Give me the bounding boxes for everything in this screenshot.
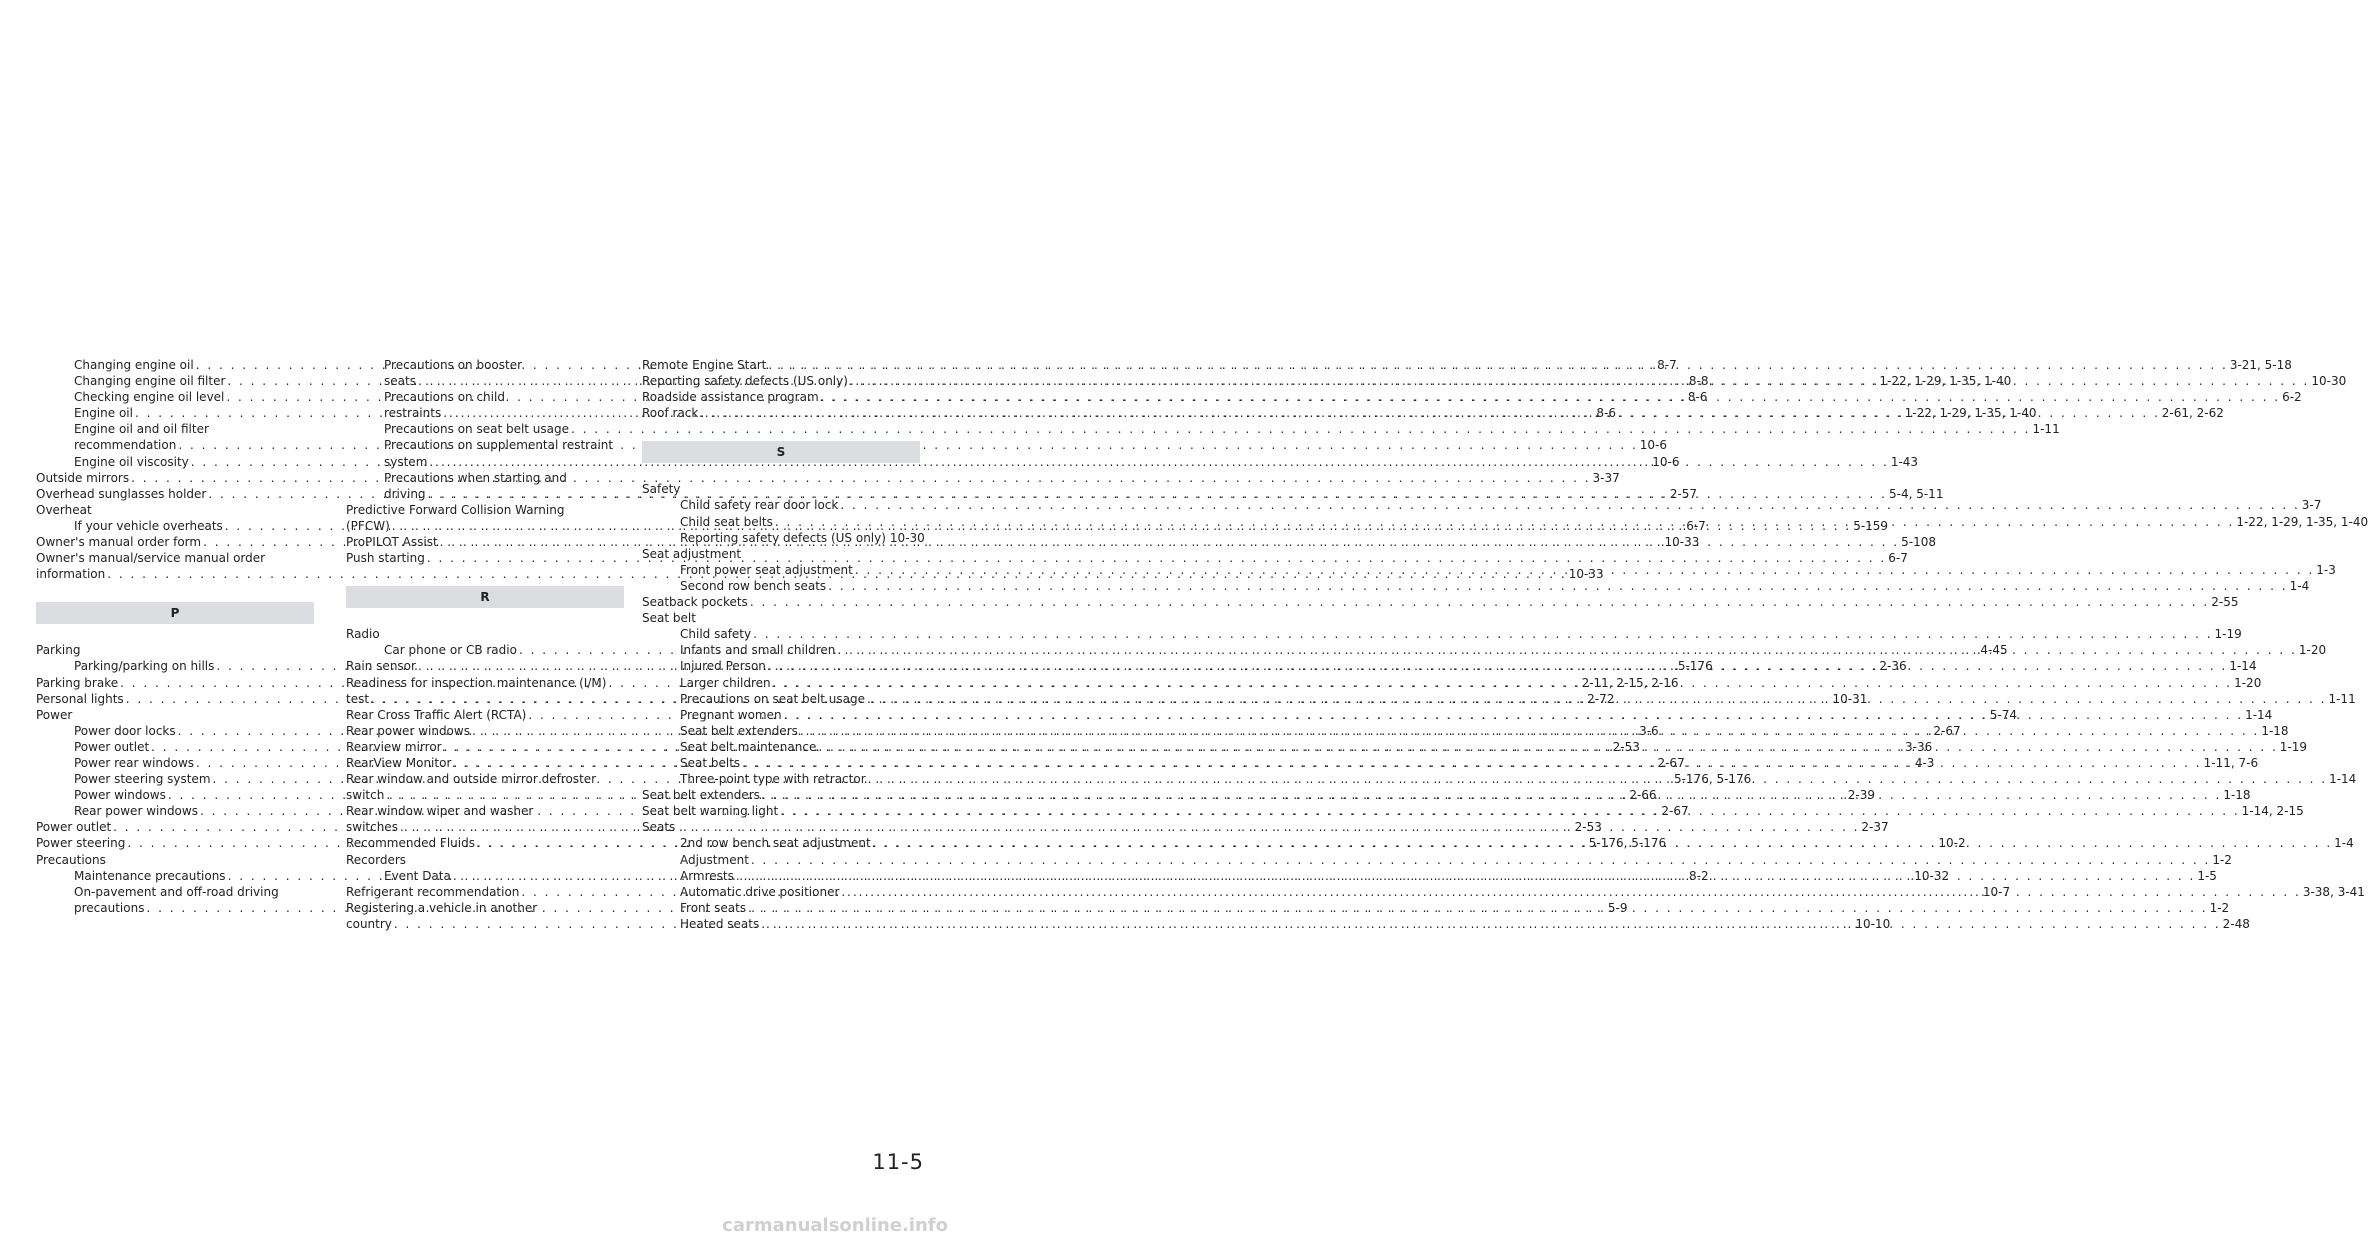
entry-page-ref: 2-72 xyxy=(1587,691,1615,706)
entry-term: system xyxy=(384,454,428,469)
entry-term: Power outlet xyxy=(74,739,150,754)
entry-term: Car phone or CB radio xyxy=(384,643,517,658)
entry-page-ref: 5-4, 5-11 xyxy=(1888,486,1944,501)
entry-term: On-pavement and off-road driving xyxy=(74,884,279,899)
entry-term: Push starting xyxy=(346,551,425,566)
dot-leader xyxy=(873,835,2332,851)
dot-leader xyxy=(821,389,2280,405)
entry-term: Parking xyxy=(36,643,81,658)
index-subentry xyxy=(642,626,2242,642)
dot-leader xyxy=(400,819,1859,835)
dot-leader xyxy=(736,868,2195,884)
index-subentry xyxy=(36,421,314,437)
entry-term: Readiness for inspection maintenance (I/M) xyxy=(346,675,607,690)
entry-term: Larger children xyxy=(680,675,771,690)
entry-page-ref: 2-36 xyxy=(1879,659,1907,674)
entry-term: Maintenance precautions xyxy=(74,868,226,883)
entry-term: Seatback pockets xyxy=(642,595,748,610)
index-subentry xyxy=(36,884,314,900)
entry-term: Power rear windows xyxy=(74,755,195,770)
entry-term: 2nd row bench seat adjustment xyxy=(680,836,871,851)
index-entry xyxy=(36,550,314,566)
entry-term: Front power seat adjustment xyxy=(680,562,853,577)
entry-page-ref: 3-21, 5-18 xyxy=(2229,358,2292,372)
entry-term: Seat belt extenders xyxy=(642,788,760,803)
entry-term: Pregnant women xyxy=(680,707,782,722)
entry-term: precautions xyxy=(74,900,145,915)
dot-leader xyxy=(761,916,2220,932)
index-subentry xyxy=(642,578,2310,594)
entry-term: Changing engine oil filter xyxy=(74,374,226,389)
dot-leader xyxy=(837,642,2296,658)
entry-page-ref: 2-67 xyxy=(1657,755,1685,770)
index-entry xyxy=(36,852,314,868)
entry-term: Rear power windows xyxy=(346,723,470,738)
entry-term: Rear Cross Traffic Alert (RCTA) xyxy=(346,707,527,722)
entry-page-ref: 10-33 xyxy=(1568,567,1604,582)
entry-page-ref: 1-19 xyxy=(2214,627,2242,642)
entry-term: Recorders xyxy=(346,852,407,867)
entry-page-ref: 10-31 xyxy=(1832,691,1868,706)
entry-page-ref: 1-11 xyxy=(2032,422,2060,437)
entry-page-ref: 1-2 xyxy=(2209,900,2230,915)
page-number: 11-5 xyxy=(872,1150,924,1174)
entry-term: Owner's manual/service manual order xyxy=(36,551,266,566)
dot-leader xyxy=(780,803,2239,819)
entry-page-ref: 1-43 xyxy=(1890,454,1919,469)
entry-term: Precautions on seat belt usage xyxy=(384,422,570,437)
dot-leader xyxy=(850,373,2309,389)
index-entry xyxy=(346,626,624,642)
entry-page-ref: 2-66 xyxy=(1629,788,1657,803)
entry-term: Heated seats xyxy=(680,916,760,931)
entry-term: Front seats xyxy=(680,900,747,915)
entry-page-ref: 1-22, 1-29, 1-35, 1-40 xyxy=(2236,514,2368,529)
dot-leader xyxy=(868,771,2327,787)
index-subentry xyxy=(346,470,624,486)
dot-leader xyxy=(800,723,2259,739)
entry-page-ref: 3-38, 3-41 xyxy=(2302,884,2365,899)
index-entry xyxy=(346,771,624,787)
index-subentry xyxy=(346,437,624,453)
entry-page-ref: 2-37 xyxy=(1861,820,1889,835)
entry-term: Power windows xyxy=(74,788,166,803)
section-header-r: R xyxy=(346,586,624,608)
dot-leader xyxy=(742,755,2201,771)
entry-page-ref: 5-9 xyxy=(1607,900,1628,915)
entry-term: Predictive Forward Collision Warning xyxy=(346,502,565,517)
entry-term: Seats xyxy=(642,820,676,835)
entry-page-ref: 10-32 xyxy=(1914,868,1950,883)
dot-leader xyxy=(751,852,2210,868)
entry-term: Seat belt xyxy=(642,611,696,626)
entry-page-ref: 3-37 xyxy=(1592,470,1620,485)
dot-leader xyxy=(784,707,2243,723)
entry-page-ref: 2-11, 2-15, 2-16 xyxy=(1581,675,1679,690)
entry-term: seats xyxy=(384,374,416,389)
entry-term: Precautions on booster xyxy=(384,358,523,372)
index-entry xyxy=(346,803,624,819)
dot-leader xyxy=(768,357,2227,373)
entry-page-ref: 6-2 xyxy=(2282,390,2302,405)
entry-page-ref: 8-6 xyxy=(1596,406,1616,421)
index-entry xyxy=(346,675,624,691)
dot-leader xyxy=(750,594,2209,610)
entry-page-ref: 4-3 xyxy=(1914,755,1935,770)
index-entry xyxy=(36,502,314,518)
entry-term: Precautions on child xyxy=(384,390,505,405)
entry-page-ref: 10-6 xyxy=(1652,454,1680,469)
dot-leader xyxy=(841,884,2300,900)
entry-term: Precautions on seat belt usage xyxy=(680,691,866,706)
entry-term: switch xyxy=(346,788,385,803)
entry-term: Rearview mirror xyxy=(346,739,442,754)
entry-term: Engine oil xyxy=(74,406,133,421)
entry-page-ref: 10-33 xyxy=(1664,535,1700,550)
entry-page-ref: 1-19 xyxy=(2279,739,2308,754)
entry-page-ref: 8-2 xyxy=(1689,868,1709,883)
index-entry xyxy=(642,481,920,497)
entry-term: Rear window wiper and washer xyxy=(346,804,534,819)
entry-page-ref: 5-176, 5-176 xyxy=(1673,772,1752,787)
entry-page-ref: 10-30 xyxy=(2311,374,2347,389)
entry-term: Rear power windows xyxy=(74,804,198,819)
entry-term: If your vehicle overheats xyxy=(74,518,223,533)
entry-term: Adjustment xyxy=(680,852,749,867)
entry-page-ref: 3-36 xyxy=(1905,739,1933,754)
index-entry xyxy=(346,900,624,916)
entry-term: Changing engine oil xyxy=(74,358,194,372)
entry-page-ref: 10-10 xyxy=(1855,916,1891,931)
entry-term: (PFCW) xyxy=(346,518,390,533)
index-entry xyxy=(642,546,920,562)
entry-term: Precautions xyxy=(36,852,106,867)
entry-page-ref: 10-30 xyxy=(889,530,925,545)
dot-leader xyxy=(828,578,2287,594)
entry-term: Recommended Fluids xyxy=(346,836,475,851)
entry-page-ref: 2-55 xyxy=(2211,595,2239,610)
index-entry xyxy=(36,642,314,658)
entry-term: Second row bench seats xyxy=(680,578,827,593)
entry-page-ref: 1-5 xyxy=(2197,868,2217,883)
entry-page-ref: 1-14 xyxy=(2229,659,2257,674)
entry-page-ref: 1-4 xyxy=(2334,836,2354,851)
dot-leader xyxy=(818,739,2277,755)
entry-term: Roadside assistance program xyxy=(642,390,819,405)
entry-term: Precautions on supplemental restraint xyxy=(384,438,614,453)
entry-page-ref: 1-2 xyxy=(2212,852,2232,867)
dot-leader xyxy=(773,675,2232,691)
index-subentry xyxy=(346,389,624,405)
entry-term: Power steering xyxy=(36,836,126,851)
entry-term: Outside mirrors xyxy=(36,470,130,485)
entry-page-ref: 6-7 xyxy=(1686,518,1706,533)
entry-term: switches xyxy=(346,820,398,835)
entry-term: Overhead sunglasses holder xyxy=(36,486,207,501)
entry-term: Checking engine oil level xyxy=(74,390,225,405)
entry-term: Refrigerant recommendation xyxy=(346,884,520,899)
index-subentry xyxy=(642,497,2322,513)
entry-page-ref: 2-61, 2-62 xyxy=(2161,406,2224,421)
index-subentry xyxy=(346,357,624,373)
entry-page-ref: 10-2 xyxy=(1938,836,1966,851)
entry-term: Three-point type with retractor xyxy=(680,772,866,787)
entry-page-ref: 1-3 xyxy=(2316,562,2336,577)
entry-term: Armrests xyxy=(680,868,734,883)
entry-term: driving xyxy=(384,486,426,501)
entry-page-ref: 3-6 xyxy=(1639,723,1659,738)
entry-term: RearView Monitor xyxy=(346,755,452,770)
index-subentry xyxy=(642,852,2232,868)
entry-term: Automatic drive positioner xyxy=(680,884,840,899)
entry-page-ref: 1-20 xyxy=(2298,643,2327,658)
entry-term: Safety xyxy=(642,482,681,497)
entry-term: Seat belt warning light xyxy=(642,804,779,819)
index-entry xyxy=(642,819,920,835)
dot-leader xyxy=(768,658,2227,674)
entry-page-ref: 8-7 xyxy=(1657,358,1677,372)
entry-page-ref: 8-8 xyxy=(1688,374,1709,389)
entry-term: Injured Person xyxy=(680,659,766,674)
entry-page-ref: 5-108 xyxy=(1901,535,1936,550)
entry-page-ref: 1-4 xyxy=(2289,578,2310,593)
entry-term: Event Data xyxy=(384,868,451,883)
entry-term: Seat belts xyxy=(680,755,741,770)
entry-term: recommendation xyxy=(74,438,177,453)
entry-term: Engine oil and oil filter xyxy=(74,422,209,437)
entry-term: Power outlet xyxy=(36,820,112,835)
index-subentry xyxy=(346,421,2060,437)
entry-term: Overheat xyxy=(36,502,92,517)
entry-page-ref: 3-7 xyxy=(2301,498,2322,513)
entry-term: Remote Engine Start xyxy=(642,358,767,372)
entry-term: Child seat belts xyxy=(680,514,773,529)
watermark: carmanualsonline.info xyxy=(722,1215,948,1236)
entry-page-ref: 6-7 xyxy=(1888,551,1908,566)
dot-leader xyxy=(867,691,2326,707)
entry-page-ref: 5-159 xyxy=(1853,518,1889,533)
dot-leader xyxy=(762,787,2221,803)
entry-page-ref: 4-45 xyxy=(1980,643,2008,658)
index-entry xyxy=(642,610,920,626)
entry-term: Seat adjustment xyxy=(642,546,742,561)
entry-term: Child safety rear door lock xyxy=(680,498,839,513)
entry-term: country xyxy=(346,916,392,931)
entry-term: Roof rack xyxy=(642,406,699,421)
entry-term: information xyxy=(36,567,106,582)
entry-page-ref: 1-22, 1-29, 1-35, 1-40 xyxy=(1879,374,2012,389)
entry-page-ref: 2-57 xyxy=(1669,486,1698,501)
index-subentry xyxy=(642,530,925,546)
index-entry xyxy=(346,502,624,518)
entry-term: Seat belt maintenance xyxy=(680,739,817,754)
dot-leader xyxy=(855,562,2314,578)
entry-page-ref: 2-53 xyxy=(1612,739,1640,754)
entry-term: ProPILOT Assist xyxy=(346,535,438,550)
entry-term: Infants and small children xyxy=(680,643,836,658)
entry-page-ref: 1-22, 1-29, 1-35, 1-40 xyxy=(1904,406,2037,421)
entry-term: Power door locks xyxy=(74,723,176,738)
dot-leader xyxy=(753,626,2212,642)
entry-page-ref: 1-11 xyxy=(2328,691,2356,706)
entry-term: Parking/parking on hills xyxy=(74,659,215,674)
entry-term: Reporting safety defects (US only) xyxy=(680,530,886,545)
entry-page-ref: 1-18 xyxy=(2223,788,2251,803)
entry-page-ref: 1-11, 7-6 xyxy=(2203,755,2259,770)
section-header-p: P xyxy=(36,602,314,624)
entry-page-ref: 1-14, 2-15 xyxy=(2241,804,2304,819)
entry-term: Engine oil viscosity xyxy=(74,454,189,469)
entry-page-ref: 10-7 xyxy=(1982,884,2011,899)
entry-page-ref: 2-53 xyxy=(1574,820,1602,835)
entry-page-ref: 1-14 xyxy=(2245,707,2273,722)
entry-page-ref: 5-74 xyxy=(1989,707,2017,722)
entry-term: Reporting safety defects (US only) xyxy=(642,374,848,389)
entry-term: Power steering system xyxy=(74,772,211,787)
entry-term: Rear window and outside mirror defroster xyxy=(346,772,597,787)
entry-page-ref: 2-67 xyxy=(1933,723,1961,738)
entry-term: Rain sensor xyxy=(346,659,416,674)
entry-page-ref: 2-39 xyxy=(1847,788,1875,803)
dot-leader xyxy=(748,900,2207,916)
section-header-s: S xyxy=(642,441,920,463)
entry-term: Radio xyxy=(346,627,380,642)
entry-term: Child safety xyxy=(680,627,752,642)
entry-page-ref: 5-176 xyxy=(1677,659,1713,674)
entry-page-ref: 2-48 xyxy=(2222,916,2250,931)
entry-term: Power xyxy=(36,707,73,722)
dot-leader xyxy=(840,497,2299,513)
entry-term: Seat belt extenders xyxy=(680,723,798,738)
entry-page-ref: 1-14 xyxy=(2329,772,2357,787)
entry-page-ref: 10-6 xyxy=(1639,438,1667,453)
entry-page-ref: 5-176, 5-176 xyxy=(1588,836,1667,851)
index-entry xyxy=(36,707,314,723)
entry-term: Precautions when starting and xyxy=(384,470,567,485)
dot-leader xyxy=(775,514,2234,530)
entry-page-ref: 2-67 xyxy=(1661,804,1689,819)
index-entry xyxy=(346,852,624,868)
entry-term: Owner's manual order form xyxy=(36,535,202,550)
dot-leader xyxy=(700,405,2159,421)
entry-term: Parking brake xyxy=(36,675,119,690)
index-entry xyxy=(642,594,2239,610)
entry-term: test xyxy=(346,691,370,706)
entry-term: Registering a vehicle in another xyxy=(346,900,538,915)
entry-term: restraints xyxy=(384,406,442,421)
entry-page-ref: 1-18 xyxy=(2261,723,2289,738)
entry-term: Personal lights xyxy=(36,691,124,706)
entry-page-ref: 1-20 xyxy=(2234,675,2262,690)
entry-page-ref: 8-6 xyxy=(1687,390,1708,405)
